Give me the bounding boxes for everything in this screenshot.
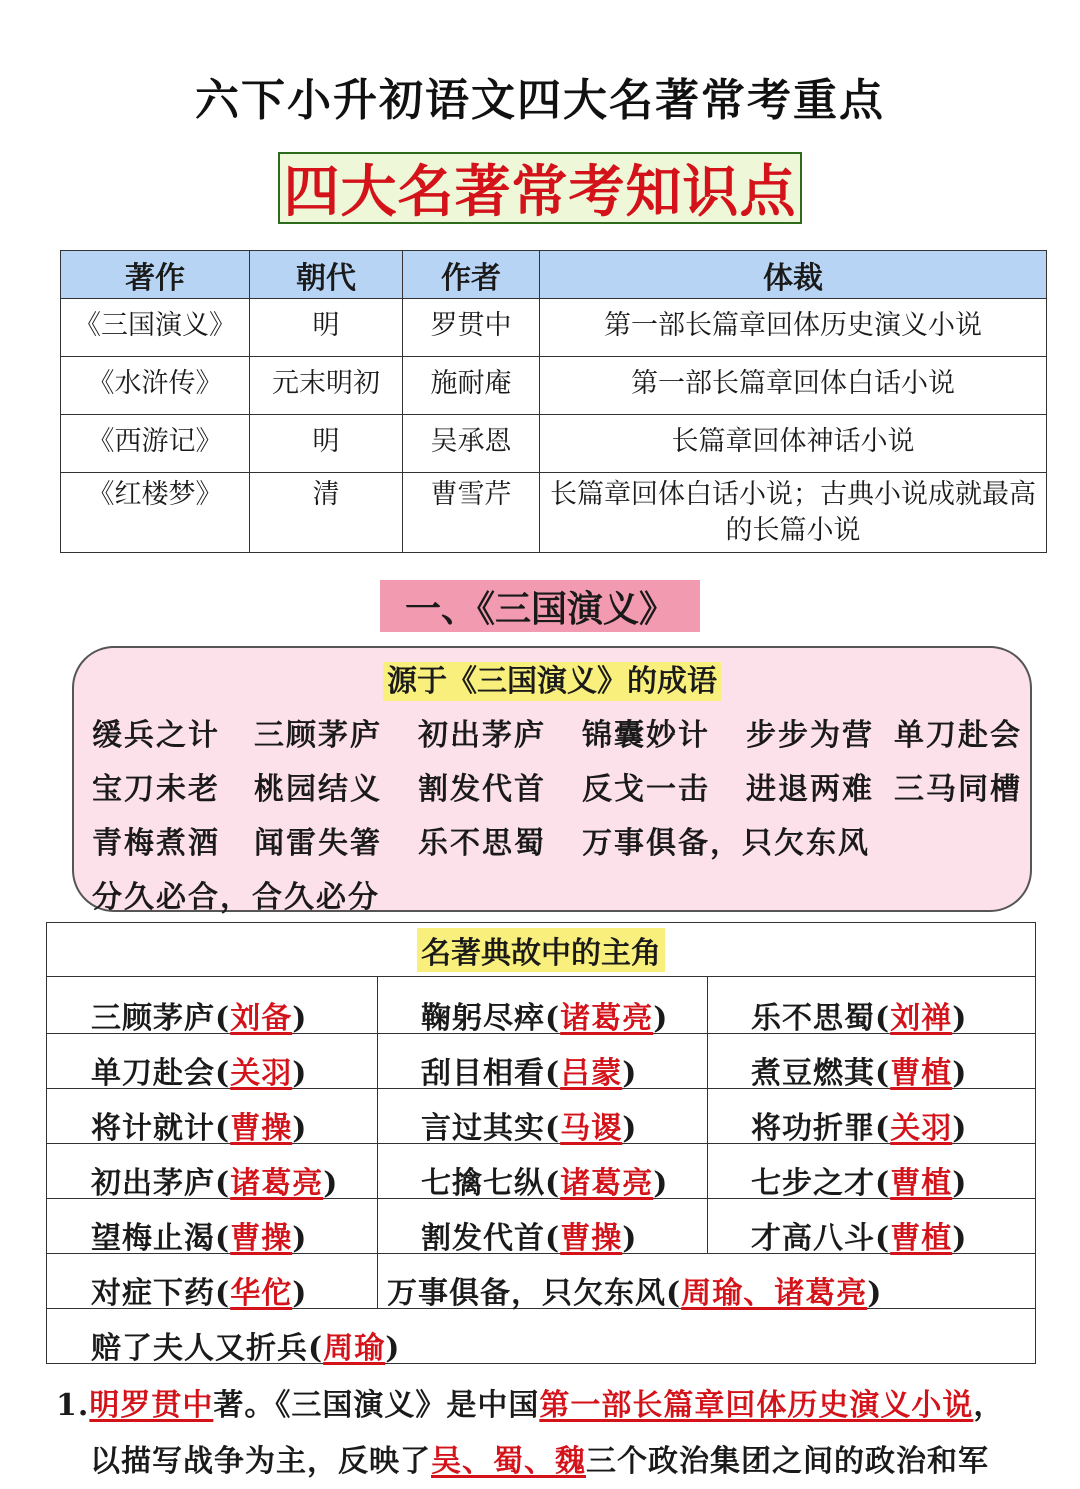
idiom-item: 锦囊妙计 (582, 718, 710, 753)
idiom-item: 缓兵之计 (92, 718, 220, 753)
idiom-item: 三马同槽 (894, 772, 1022, 807)
character-entry: 初出茅庐(诸葛亮) (91, 1166, 339, 1201)
table-row (61, 473, 1047, 553)
character-entry: 割发代首(曹操) (421, 1221, 638, 1256)
cell-genre: 第一部长篇章回体历史演义小说 (540, 299, 1047, 357)
character-entry: 七擒七纵(诸葛亮) (421, 1166, 669, 1201)
idiom-item: 进退两难 (746, 772, 874, 807)
character-entry: 单刀赴会(关羽) (91, 1056, 308, 1091)
page-title: 六下小升初语文四大名著常考重点 (195, 75, 885, 126)
cell-dynasty: 明 (250, 299, 403, 357)
idiom-box (72, 646, 1032, 915)
cell-author: 罗贯中 (403, 299, 540, 357)
cell-dynasty: 元末明初 (250, 357, 403, 415)
banner-text: 四大名著常考知识点 (283, 160, 797, 225)
cell-dynasty: 明 (250, 415, 403, 473)
banner (278, 152, 802, 224)
cell-genre: 长篇章回体神话小说 (540, 415, 1047, 473)
column-divider (377, 977, 378, 1308)
table-row (61, 415, 1047, 473)
header-work: 著作 (61, 251, 250, 299)
cell-genre: 长篇章回体白话小说；古典小说成就最高的长篇小说 (540, 473, 1047, 553)
section-heading: 一、《三国演义》 (380, 580, 700, 632)
note-line-2: 以描写战争为主，反映了吴、蜀、魏三个政治集团之间的政治和军 (90, 1444, 989, 1479)
cell-genre: 第一部长篇章回体白话小说 (540, 357, 1047, 415)
idiom-item: 三顾茅庐 (254, 718, 382, 753)
cell-work: 《三国演义》 (61, 299, 250, 357)
idiom-item: 反戈一击 (582, 772, 710, 807)
character-entry: 将功折罪(关羽) (751, 1111, 968, 1146)
table-row (61, 299, 1047, 357)
idiom-item: 步步为营 (746, 718, 874, 753)
cell-author: 曹雪芹 (403, 473, 540, 553)
cell-work: 《红楼梦》 (61, 473, 250, 553)
cell-work: 《西游记》 (61, 415, 250, 473)
characters-table-title-text: 名著典故中的主角 (417, 928, 665, 972)
header-dynasty: 朝代 (250, 251, 403, 299)
idiom-item: 闻雷失箸 (254, 826, 382, 861)
idiom-item: 桃园结义 (254, 772, 382, 807)
cell-author: 吴承恩 (403, 415, 540, 473)
idiom-item: 割发代首 (418, 772, 546, 807)
characters-table (46, 922, 1036, 1364)
character-entry: 望梅止渴(曹操) (91, 1221, 308, 1256)
idiom-item: 宝刀未老 (92, 772, 220, 807)
cell-dynasty: 清 (250, 473, 403, 553)
idiom-box-title-text: 源于《三国演义》的成语 (383, 662, 721, 701)
table-row (61, 357, 1047, 415)
character-entry: 煮豆燃萁(曹植) (751, 1056, 968, 1091)
cell-work: 《水浒传》 (61, 357, 250, 415)
overview-header-row (61, 251, 1047, 299)
idiom-item: 万事俱备，只欠东风 (582, 826, 870, 861)
character-entry: 赔了夫人又折兵(周瑜) (91, 1331, 401, 1366)
character-entry: 才高八斗(曹植) (751, 1221, 968, 1256)
character-entry: 三顾茅庐(刘备) (91, 1001, 308, 1036)
idiom-item: 单刀赴会 (894, 718, 1022, 753)
cell-author: 施耐庵 (403, 357, 540, 415)
character-entry: 鞠躬尽瘁(诸葛亮) (421, 1001, 669, 1036)
character-entry: 七步之才(曹植) (751, 1166, 968, 1201)
idiom-item: 青梅煮酒 (92, 826, 220, 861)
note-line-1: 1.明罗贯中著。《三国演义》是中国第一部长篇章回体历史演义小说， (56, 1388, 1005, 1423)
character-entry: 万事俱备，只欠东风(周瑜、诸葛亮) (387, 1276, 883, 1311)
character-entry: 刮目相看(吕蒙) (421, 1056, 638, 1091)
characters-table-title (47, 923, 1035, 977)
idiom-box-title (74, 656, 1030, 700)
idiom-item: 分久必合，合久必分 (92, 880, 380, 915)
header-genre: 体裁 (540, 251, 1047, 299)
character-entry: 言过其实(马谡) (421, 1111, 638, 1146)
character-entry: 乐不思蜀(刘禅) (751, 1001, 968, 1036)
column-divider (707, 977, 708, 1253)
header-author: 作者 (403, 251, 540, 299)
idiom-item: 初出茅庐 (418, 718, 546, 753)
character-entry: 对症下药(华佗) (91, 1276, 308, 1311)
overview-table (60, 250, 1047, 553)
idiom-item: 乐不思蜀 (418, 826, 546, 861)
character-entry: 将计就计(曹操) (91, 1111, 308, 1146)
